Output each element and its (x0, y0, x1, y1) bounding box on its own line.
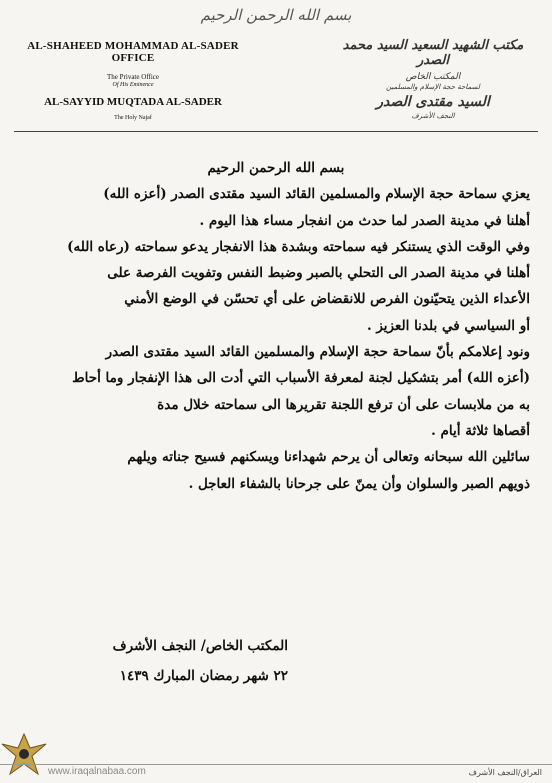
sayyid-name-english: AL-SAYYID MUQTADA AL-SADER (44, 96, 222, 108)
english-letterhead (18, 40, 248, 121)
private-office-arabic: المكتب الخاص (405, 72, 461, 82)
office-name-arabic: مكتب الشهيد السعيد السيد محمد الصدر (342, 38, 524, 68)
letter-line: الأعداء الذين يتحيّنون الفرص للانقضاض على أي تحسّن في الوضع الأمني (124, 291, 530, 308)
watermark-url: www.iraqalnabaa.com (48, 766, 146, 777)
sayyid-name-arabic: السيد مقتدى الصدر (376, 94, 490, 110)
header-divider (14, 131, 538, 132)
footer-address: العراق/النجف الأشرف (468, 768, 542, 777)
letter-line: أهلنا في مدينة الصدر الى التحلي بالصبر وضبط النفس وتفويت الفرصة على (107, 265, 530, 282)
signature-office: المكتب الخاص/ النجف الأشرف (112, 638, 288, 654)
letter-basmala: بسم الله الرحمن الرحيم (207, 160, 345, 176)
letter-line: به من ملابسات على أن ترفع اللجنة تقريرها الى سماحته خلال مدة (157, 396, 530, 413)
letter-line: سائلين الله سبحانه وتعالى أن يرحم شهداءنا ويسكنهم فسيح جناته ويلهم (127, 449, 530, 466)
private-office-english: The Private Office (107, 73, 159, 81)
title-arabic: لسماحة حجة الإسلام والمسلمين (386, 83, 480, 91)
header-basmala-calligraphy: بسم الله الرحمن الرحيم (200, 6, 352, 24)
letter-line: أو السياسي في بلدنا العزيز . (366, 317, 530, 334)
city-arabic: النجف الأشرف (411, 112, 455, 120)
letter-body (22, 155, 530, 497)
letter-line: وفي الوقت الذي يستنكر فيه سماحته وبشدة هذا الانفجار يدعو سماحته (رعاه الله) (67, 238, 530, 255)
eminence-english: Of His Eminence (112, 82, 154, 88)
letter-line: ذويهم الصبر والسلوان وأن يمنّ على جرحانا بالشفاء العاجل . (188, 475, 530, 492)
office-name-english: AL-SHAHEED MOHAMMAD AL-SADER OFFICE (27, 40, 239, 64)
letter-date: ٢٢ شهر رمضان المبارك ١٤٣٩ (119, 668, 288, 684)
city-english: The Holy Najaf (114, 115, 152, 121)
letter-line: أهلنا في مدينة الصدر لما حدث من انفجار مساء هذا اليوم . (199, 212, 530, 229)
letter-line: ونود إعلامكم بأنّ سماحة حجة الإسلام والمسلمين القائد السيد مقتدى الصدر (105, 344, 530, 361)
letter-line: (أعزه الله) أمر بتشكيل لجنة لمعرفة الأسباب التي أدت الى هذا الإنفجار وما أحاط (72, 370, 530, 387)
letter-line: أقصاها ثلاثة أيام . (431, 422, 530, 439)
footer-rule (0, 764, 552, 765)
arabic-letterhead (328, 38, 538, 120)
eagle-logo-icon (0, 728, 48, 780)
letter-line: يعزي سماحة حجة الإسلام والمسلمين القائد السيد مقتدى الصدر (أعزه الله) (103, 186, 530, 203)
